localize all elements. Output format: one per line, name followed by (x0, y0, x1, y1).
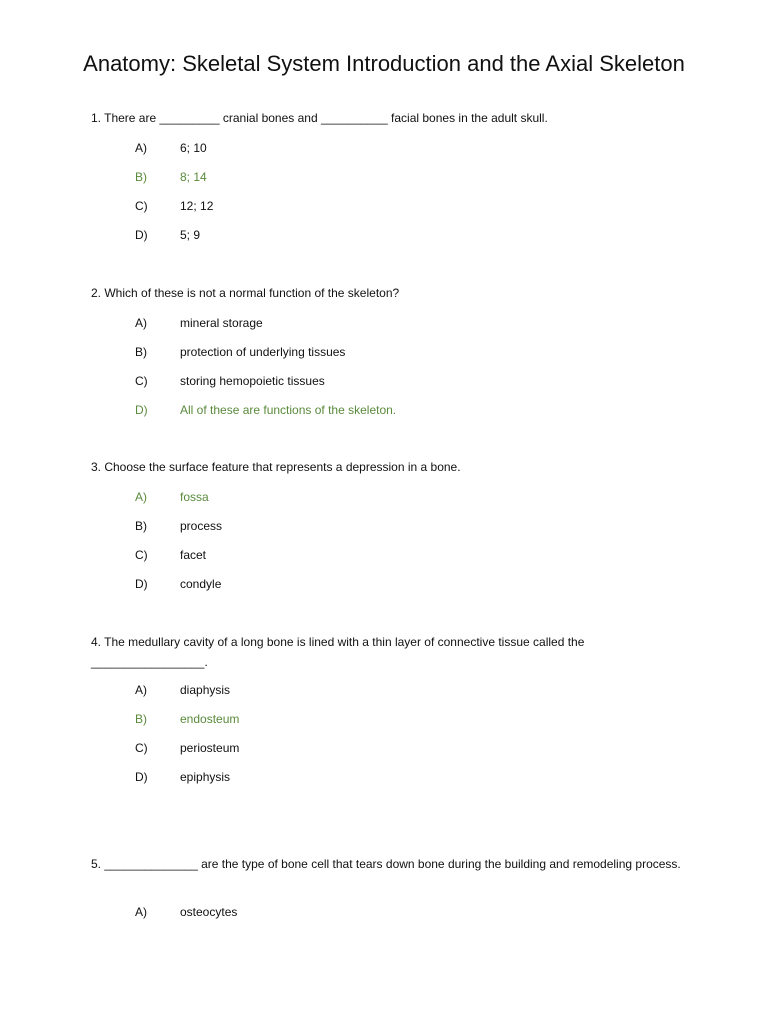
option-text: facet (180, 548, 207, 562)
option-letter: A) (135, 141, 147, 155)
option-text: osteocytes (180, 905, 238, 919)
option-2c (135, 373, 325, 389)
option-3c (135, 547, 206, 563)
option-2a (135, 315, 263, 331)
option-letter: B) (135, 345, 147, 359)
option-letter: D) (135, 403, 148, 417)
option-4d (135, 769, 230, 785)
option-letter: B) (135, 170, 147, 184)
option-text: 12; 12 (180, 199, 214, 213)
option-text: endosteum (180, 712, 240, 726)
option-text: All of these are functions of the skeleton. (180, 403, 397, 417)
option-text: fossa (180, 490, 209, 504)
option-text: 5; 9 (180, 228, 201, 242)
option-letter: D) (135, 770, 148, 784)
option-letter: A) (135, 905, 147, 919)
option-letter: C) (135, 374, 148, 388)
option-1d (135, 227, 200, 243)
option-3d (135, 576, 221, 592)
option-text: diaphysis (180, 683, 231, 697)
option-letter: C) (135, 741, 148, 755)
option-text: 6; 10 (180, 141, 207, 155)
option-1b-correct (135, 169, 207, 185)
question-2: 2. Which of these is not a normal function of the skeleton? (91, 286, 400, 300)
question-1: 1. There are _________ cranial bones and __________ facial bones in the adult skull. (91, 111, 548, 125)
option-letter: A) (135, 683, 147, 697)
option-4b-correct (135, 711, 239, 727)
option-2d-correct (135, 402, 396, 418)
option-text: mineral storage (180, 316, 263, 330)
question-4: 4. The medullary cavity of a long bone is lined with a thin layer of connective tissue called the _________________. (91, 635, 585, 669)
option-4a (135, 682, 230, 698)
option-1c (135, 198, 213, 214)
option-5a (135, 904, 237, 920)
option-text: storing hemopoietic tissues (180, 374, 325, 388)
option-letter: A) (135, 490, 147, 504)
option-letter: C) (135, 548, 148, 562)
option-letter: A) (135, 316, 147, 330)
option-4c (135, 740, 239, 756)
option-text: periosteum (180, 741, 240, 755)
option-3a-correct (135, 489, 209, 505)
option-letter: B) (135, 519, 147, 533)
option-text: process (180, 519, 223, 533)
option-2b (135, 344, 345, 360)
option-letter: D) (135, 577, 148, 591)
option-text: protection of underlying tissues (180, 345, 346, 359)
option-letter: D) (135, 228, 148, 242)
option-text: condyle (180, 577, 222, 591)
option-3b (135, 518, 222, 534)
document-title: Anatomy: Skeletal System Introduction and the Axial Skeleton (83, 51, 685, 76)
option-1a (135, 140, 207, 156)
option-letter: C) (135, 199, 148, 213)
option-text: epiphysis (180, 770, 231, 784)
question-5: 5. ______________ are the type of bone cell that tears down bone during the building and remodeling process. (91, 857, 681, 871)
option-text: 8; 14 (180, 170, 207, 184)
question-3: 3. Choose the surface feature that represents a depression in a bone. (91, 460, 461, 474)
option-letter: B) (135, 712, 147, 726)
